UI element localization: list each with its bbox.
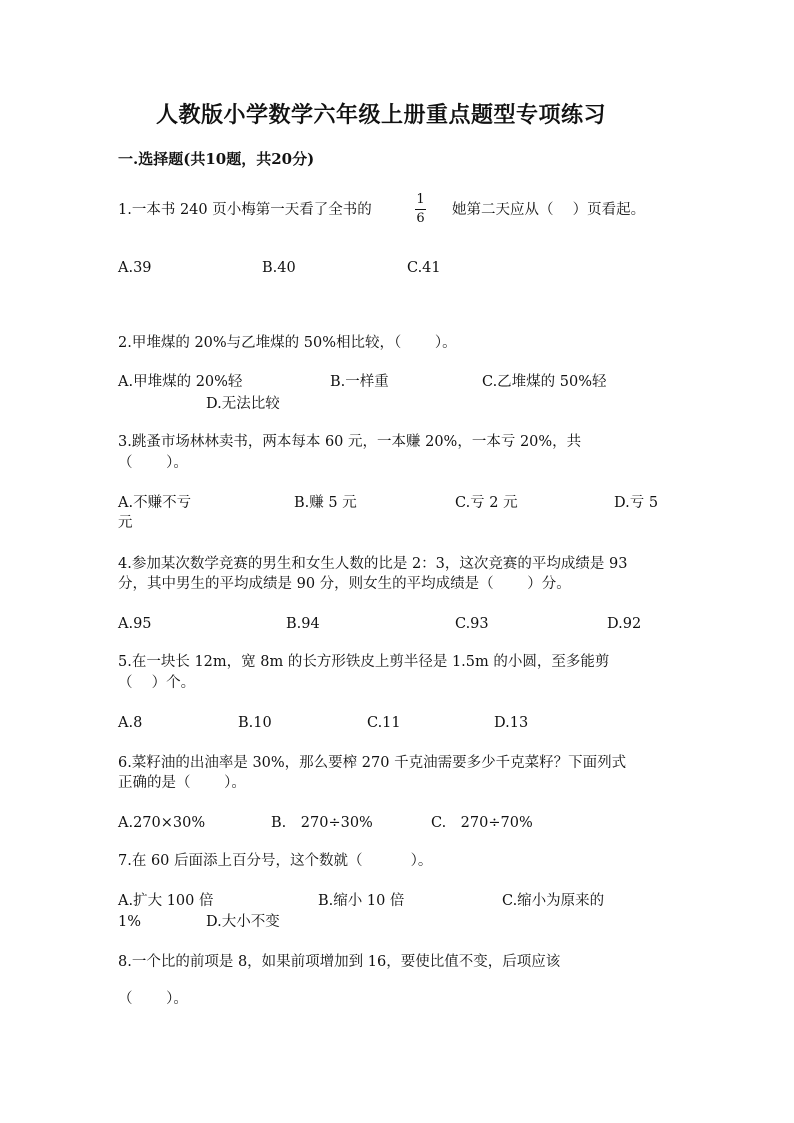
- question-2-option-a[interactable]: A.甲堆煤的 20%轻: [118, 374, 243, 390]
- fraction-bar: [415, 209, 426, 210]
- question-5-option-a[interactable]: A.8: [118, 715, 143, 731]
- question-2-option-c[interactable]: C.乙堆煤的 50%轻: [482, 374, 607, 390]
- section-heading: 一.选择题(共10题，共20分): [118, 150, 315, 168]
- question-6-option-a[interactable]: A.270×30%: [118, 815, 206, 831]
- question-7-option-b[interactable]: B.缩小 10 倍: [318, 893, 405, 909]
- question-4-option-d[interactable]: D.92: [607, 616, 642, 632]
- question-3-option-a[interactable]: A.不赚不亏: [118, 495, 192, 511]
- question-3-option-b[interactable]: B.赚 5 元: [294, 495, 357, 511]
- question-8-text-line2: （ ）。: [118, 991, 188, 1007]
- question-7-option-d[interactable]: D.大小不变: [206, 914, 280, 930]
- question-3-text-line2: （ ）。: [118, 455, 188, 471]
- question-1-option-b[interactable]: B.40: [262, 260, 296, 276]
- question-6-text-line1: 6.菜籽油的出油率是 30%，那么要榨 270 千克油需要多少千克菜籽？下面列式: [118, 755, 627, 771]
- question-2-option-d[interactable]: D.无法比较: [206, 396, 280, 412]
- question-3-option-d-wrap: 元: [118, 515, 133, 531]
- page-title: 人教版小学数学六年级上册重点题型专项练习: [156, 102, 607, 128]
- question-2-option-b[interactable]: B.一样重: [330, 374, 389, 390]
- question-6-text-line2: 正确的是（ ）。: [118, 775, 246, 791]
- question-3-option-d[interactable]: D.亏 5: [614, 495, 659, 511]
- question-7-option-c[interactable]: C.缩小为原来的: [502, 893, 605, 909]
- question-4-option-c[interactable]: C.93: [455, 616, 489, 632]
- question-7-option-c-wrap: 1%: [118, 914, 142, 930]
- question-7-text: 7.在 60 后面添上百分号，这个数就（ ）。: [118, 853, 433, 869]
- question-3-text-line1: 3.跳蚤市场林林卖书，两本每本 60 元，一本赚 20%，一本亏 20%，共: [118, 434, 582, 450]
- question-6-option-c[interactable]: C. 270÷70%: [431, 815, 533, 831]
- question-4-text-line2: 分，其中男生的平均成绩是 90 分，则女生的平均成绩是（ ）分。: [118, 576, 571, 592]
- question-3-option-c[interactable]: C.亏 2 元: [455, 495, 518, 511]
- question-4-option-a[interactable]: A.95: [118, 616, 152, 632]
- question-4-text-line1: 4.参加某次数学竞赛的男生和女生人数的比是 2：3，这次竞赛的平均成绩是 93: [118, 556, 628, 572]
- question-5-option-c[interactable]: C.11: [367, 715, 401, 731]
- question-1-option-c[interactable]: C.41: [407, 260, 441, 276]
- question-1-text: 1.一本书 240 页小梅第一天看了全书的: [118, 202, 372, 218]
- question-8-text-line1: 8.一个比的前项是 8，如果前项增加到 16，要使比值不变，后项应该: [118, 954, 561, 970]
- fraction-denominator: 6: [416, 211, 425, 226]
- question-5-text-line2: （ ）个。: [118, 675, 196, 691]
- question-5-text-line1: 5.在一块长 12m，宽 8m 的长方形铁皮上剪半径是 1.5m 的小圆，至多能剪: [118, 654, 610, 670]
- question-5-option-b[interactable]: B.10: [238, 715, 272, 731]
- question-1-text-cont: 她第二天应从（ ）页看起。: [452, 202, 646, 218]
- question-7-option-a[interactable]: A.扩大 100 倍: [118, 893, 214, 909]
- question-1-fraction: [415, 193, 426, 226]
- question-2-text: 2.甲堆煤的 20%与乙堆煤的 50%相比较，（ ）。: [118, 335, 457, 351]
- fraction-numerator: 1: [416, 192, 425, 207]
- question-5-option-d[interactable]: D.13: [494, 715, 529, 731]
- question-6-option-b[interactable]: B. 270÷30%: [271, 815, 373, 831]
- question-1-option-a[interactable]: A.39: [118, 260, 152, 276]
- question-4-option-b[interactable]: B.94: [286, 616, 320, 632]
